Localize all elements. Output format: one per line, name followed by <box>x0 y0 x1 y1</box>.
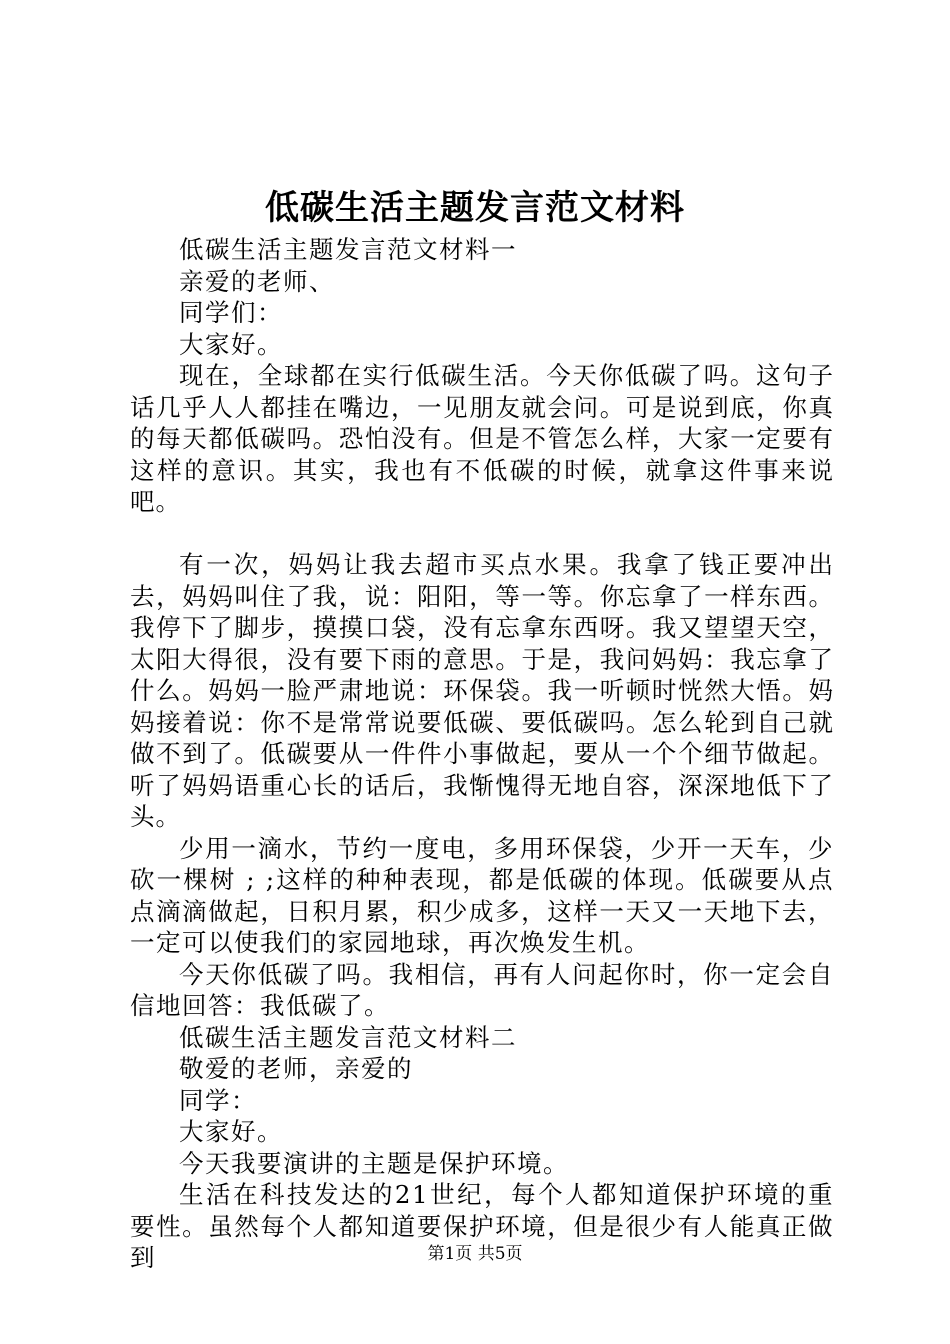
document-title: 低碳生活主题发言范文材料 <box>265 188 685 228</box>
body-paragraph: 少用一滴水，节约一度电，多用环保袋，少开一天车，少砍一棵树 ; ;这样的种种表现，都是低碳的体现。低碳要从点点滴滴做起，日积月累，积少成多，这样一天又一天地下去，一定可以使我们的家园地球，再次焕发生机。 <box>130 833 834 957</box>
section-heading-2: 低碳生活主题发言范文材料二 <box>179 1022 517 1052</box>
document-body <box>130 234 834 1274</box>
salutation-line: 同学： <box>179 1085 257 1115</box>
page-number: 第1页 共5页 <box>427 1244 523 1264</box>
salutation-line: 敬爱的老师，亲爱的 <box>179 1054 413 1083</box>
body-paragraph: 有一次，妈妈让我去超市买点水果。我拿了钱正要冲出去，妈妈叫住了我，说：阳阳，等一等。你忘拿了一样东西。我停下了脚步，摸摸口袋，没有忘拿东西呀。我又望望天空，太阳大得很，没有要下雨的意思。于是，我问妈妈：我忘拿了什么。妈妈一脸严肃地说：环保袋。我一听顿时恍然大悟。妈妈接着说：你不是常常说要低碳、要低碳吗。怎么轮到自己就做不到了。低碳要从一件件小事做起，要从一个个细节做起。听了妈妈语重心长的话后，我惭愧得无地自容，深深地低下了头。 <box>130 550 834 831</box>
section-heading-1: 低碳生活主题发言范文材料一 <box>179 235 517 264</box>
salutation-line: 同学们： <box>179 298 283 327</box>
body-paragraph: 今天你低碳了吗。我相信，再有人问起你时，你一定会自信地回答：我低碳了。 <box>130 959 834 1020</box>
salutation-line: 亲爱的老师、 <box>179 266 335 296</box>
body-paragraph: 现在，全球都在实行低碳生活。今天你低碳了吗。这句子话几乎人人都挂在嘴边，一见朋友就会问。可是说到底，你真的每天都低碳吗。恐怕没有。但是不管怎么样，大家一定要有这样的意识。其实，我也有不低碳的时候，就拿这件事来说吧。 <box>130 361 834 516</box>
greeting-line: 大家好。 <box>179 329 283 359</box>
body-paragraph: 今天我要演讲的主题是保护环境。 <box>179 1148 569 1178</box>
greeting-line: 大家好。 <box>179 1117 283 1146</box>
body-paragraph: 生活在科技发达的21世纪，每个人都知道保护环境的重要性。虽然每个人都知道要保护环境，但是很少有人能真正做到 <box>130 1180 834 1272</box>
